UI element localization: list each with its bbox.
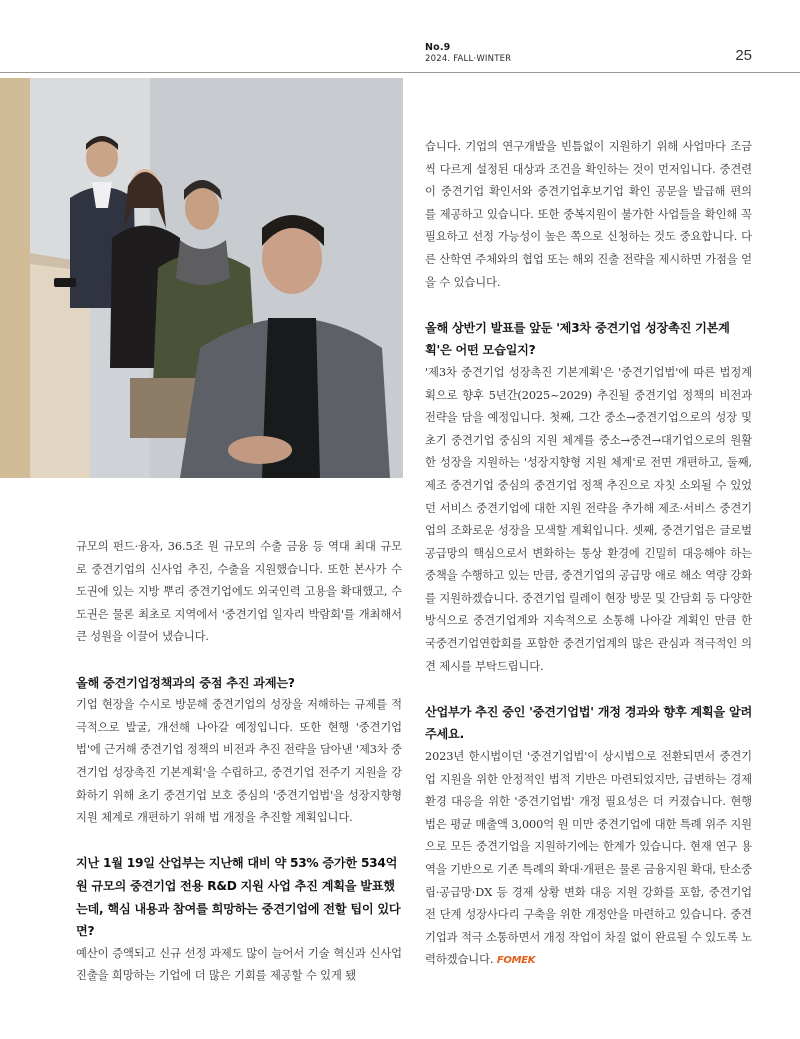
decorative-side-band xyxy=(0,78,30,478)
paragraph: 습니다. 기업의 연구개발을 빈틈없이 지원하기 위해 사업마다 조금씩 다르게 설정된 대상과 조건을 확인하는 것이 먼저입니다. 중견련이 중견기업 확인서와 중견기업후보기업 확인 공문을 발급해 편의를 제공하고 있습니다. 또한 중복지원이 불가한 사업들을 확인해 꼭 필요하고 선정 가능성이 높은 쪽으로 신청하는 것도 중요합니다. 다른 산학연 주체와의 협업 또는 해외 진출 전략을 제시하면 가점을 얻을 수 있습니다. xyxy=(425,140,752,289)
paragraph: '제3차 중견기업 성장촉진 기본계획'은 '중견기업법'에 따른 법정계획으로 향후 5년간(2025~2029) 추진될 중견기업 정책의 비전과 전략을 담을 예정입니다. 첫째, 그간 중소→중견기업으로의 성장 및 초기 중견기업 중심의 지원 체계를 중소→중견→대기업으로의 원활한 성장을 지원하는 '성장지향형 지원 체계'로 전면 개편하고, 둘째, 제조 중견기업 중심의 중견기업 정책 추진으로 자칫 소외될 수 있었던 서비스 중견기업에 대한 지원 전략을 추가해 제조·서비스 중견기업의 조화로운 성장을 모색할 계획입니다. 셋째, 중견기업은 글로벌 공급망의 핵심으로서 변화하는 통상 환경에 긴밀히 대응해야 하는 중책을 수행하고 있는 만큼, 중견기업의 공급망 애로 해소 역량 강화를 지원하겠습니다. 중견기업 릴레이 현장 방문 및 간담회 등 다양한 방식으로 중견기업계와 지속적으로 소통해 나아갈 계획인 만큼 한국중견기업연합회를 포함한 중견기업계의 많은 관심과 적극적인 의견 제시를 부탁드립니다. xyxy=(425,365,752,673)
interview-question: 지난 1월 19일 산업부는 지난해 대비 약 53% 증가한 534억 원 규모의 중견기업 전용 R&D 지원 사업 추진 계획을 발표했는데, 핵심 내용과 참여를 희망하는 중견기업에 전할 팁이 있다면? xyxy=(76,856,401,939)
paragraph: 기업 현장을 수시로 방문해 중견기업의 성장을 저해하는 규제를 적극적으로 발굴, 개선해 나아갈 예정입니다. 또한 현행 '중견기업법'에 근거해 중견기업 정책의 비전과 추진 전략을 담아낸 '제3차 중견기업 성장촉진 기본계획'을 수립하고, 중견기업 전주기 지원을 강화하기 위해 초기 중견기업 보호 중심의 '중견기업법'을 성장지향형 지원 체계로 개편하기 위해 법 개정을 추진할 계획입니다. xyxy=(76,698,402,825)
paragraph xyxy=(425,746,752,973)
paragraph: 예산이 증액되고 신규 선정 과제도 많이 늘어서 기술 혁신과 신사업 진출을 희망하는 기업에 더 많은 기회를 제공할 수 있게 됐 xyxy=(76,946,402,983)
issue-season: 2024. FALL·WINTER xyxy=(425,54,512,64)
fomek-end-mark: FOMEK xyxy=(496,955,536,967)
interview-question: 올해 상반기 발표를 앞둔 '제3차 중견기업 성장촉진 기본계획'은 어떤 모습일지? xyxy=(425,320,730,358)
right-column xyxy=(425,136,752,973)
page-header xyxy=(425,42,752,64)
paragraph-text: 2023년 한시법이던 '중견기업법'이 상시법으로 전환되면서 중견기업 지원을 위한 안정적인 법적 기반은 마련되었지만, 급변하는 경제 환경 대응을 위한 '중견기업법' 개정 필요성은 더 커졌습니다. 현행법은 평균 매출액 3,000억 원 미만 중견기업에 대한 특례 위주 지원으로 모든 중견기업을 지원하기에는 한계가 있습니다. 현재 연구 용역을 기반으로 기존 특례의 확대·개편은 물론 금융지원 확대, 탄소중립·공급망·DX 등 경제 상황 변화 대응 지원 강화를 포함, 중견기업 전 단계 성장사다리 구축을 위한 개정안을 마련하고 있습니다. 중견기업과 적극 소통하면서 개정 작업이 차질 없이 완료될 수 있도록 노력하겠습니다. xyxy=(425,750,752,967)
header-rule xyxy=(0,72,800,73)
issue-number: No.9 xyxy=(425,42,451,53)
page-number: 25 xyxy=(735,47,752,64)
interview-question: 산업부가 추진 중인 '중견기업법' 개정 경과와 향후 계획을 알려 주세요. xyxy=(425,704,752,742)
paragraph: 규모의 펀드·융자, 36.5조 원 규모의 수출 금융 등 역대 최대 규모로 중견기업의 신사업 추진, 수출을 지원했습니다. 또한 본사가 수도권에 있는 지방 뿌리 중견기업에도 외국인력 고용을 확대했고, 수도권은 물론 최초로 지역에서 '중견기업 일자리 박람회'를 개최해서 큰 성원을 이끌어 냈습니다. xyxy=(76,540,402,644)
left-column xyxy=(76,536,402,988)
interview-question: 올해 중견기업정책과의 중점 추진 과제는? xyxy=(76,675,295,690)
interview-photo xyxy=(30,78,403,478)
